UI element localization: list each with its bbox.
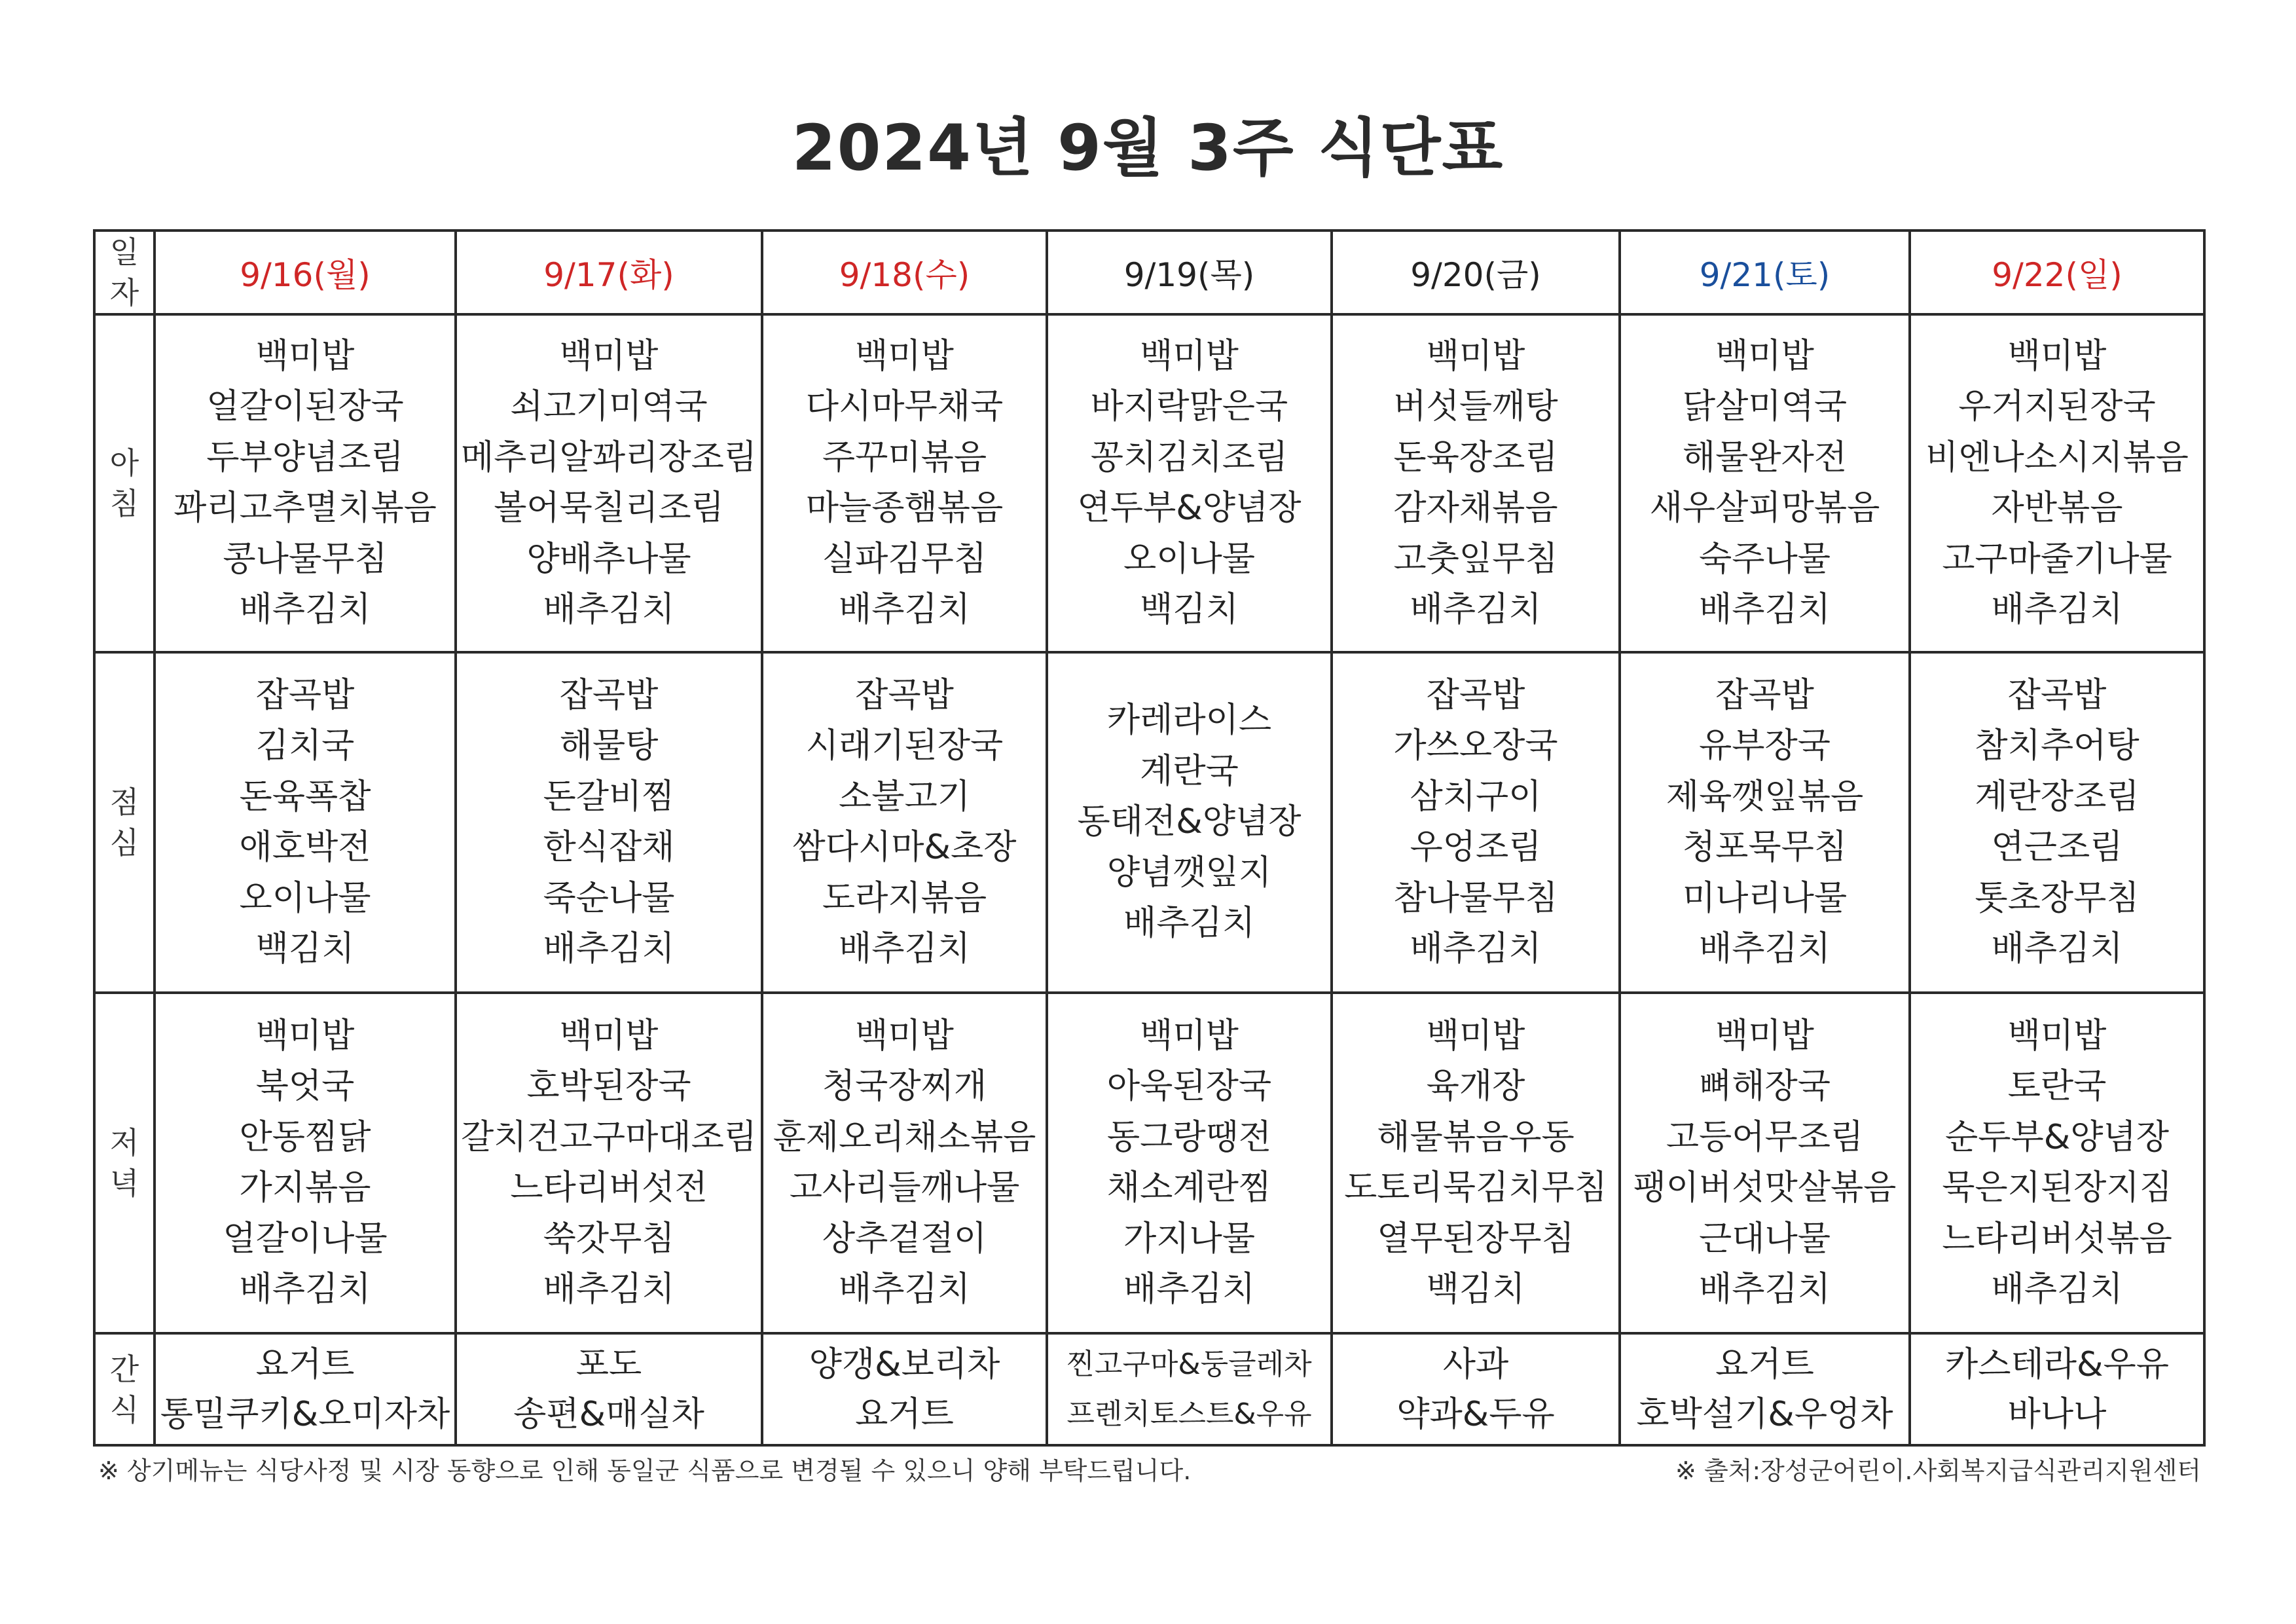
menu-item: 청국장찌개 (822, 1067, 987, 1107)
menu-item: 애호박전 (239, 828, 371, 868)
menu-item: 자반볶음 (1991, 489, 2123, 528)
menu-item: 배추김치 (1991, 929, 2123, 969)
menu-item: 유부장국 (1699, 726, 1831, 766)
menu-item: 소불고기 (839, 777, 970, 817)
menu-item: 김치국 (255, 726, 355, 766)
menu-item: 감자채볶음 (1393, 489, 1558, 528)
menu-item: 비엔나소시지볶음 (1925, 437, 2189, 477)
menu-cell-tue (456, 314, 762, 652)
menu-cell-sat (1620, 993, 1910, 1333)
menu-item: 실파김무침 (822, 539, 987, 579)
menu-item: 다시마무채국 (805, 387, 1004, 427)
menu-item: 배추김치 (839, 929, 970, 969)
menu-item: 배추김치 (1699, 590, 1831, 630)
menu-item: 백미밥 (255, 1016, 355, 1056)
menu-item: 동태전&양념장 (1077, 802, 1302, 842)
menu-item: 돈갈비찜 (543, 777, 675, 817)
menu-item: 백미밥 (855, 1016, 954, 1056)
menu-item: 숙주나물 (1699, 539, 1831, 579)
menu-item: 계란장조림 (1975, 777, 2140, 817)
menu-item: 톳초장무침 (1975, 878, 2140, 918)
menu-item: 배추김치 (1991, 590, 2123, 630)
dinner-row (94, 993, 2204, 1333)
menu-item: 약과&두유 (1396, 1394, 1555, 1434)
menu-cell-mon (155, 652, 456, 993)
menu-item: 잡곡밥 (2007, 675, 2107, 715)
menu-cell-sun (1910, 993, 2204, 1333)
menu-item: 배추김치 (1410, 929, 1542, 969)
menu-item: 토란국 (2007, 1067, 2107, 1107)
menu-item: 주꾸미볶음 (822, 437, 987, 477)
menu-item: 가쓰오장국 (1393, 726, 1558, 766)
menu-item: 채소계란찜 (1106, 1168, 1272, 1208)
menu-item: 호박설기&우엉차 (1636, 1394, 1893, 1434)
menu-item: 제육깻잎볶음 (1666, 777, 1864, 817)
menu-item: 마늘종햄볶음 (805, 489, 1004, 528)
menu-item: 팽이버섯맛살볶음 (1633, 1168, 1897, 1208)
lunch-label (94, 652, 155, 993)
menu-item: 백미밥 (559, 336, 659, 376)
menu-item: 배추김치 (839, 1270, 970, 1310)
menu-item: 바지락맑은국 (1090, 387, 1288, 427)
date-label-char: 일 (109, 234, 139, 270)
menu-item: 열무된장무침 (1377, 1219, 1575, 1259)
menu-item: 쑥갓무침 (543, 1219, 675, 1259)
menu-item: 연두부&양념장 (1077, 489, 1302, 528)
footnote-source: ※ 출처:장성군어린이.사회복지급식관리지원센터 (1675, 1456, 2201, 1485)
menu-item: 해물탕 (559, 726, 659, 766)
menu-item: 오이나물 (1123, 539, 1255, 579)
menu-item: 백미밥 (1140, 336, 1239, 376)
menu-item: 찐고구마&둥글레차 (1066, 1347, 1312, 1381)
menu-item: 묵은지된장지짐 (1942, 1168, 2172, 1208)
menu-item: 죽순나물 (543, 878, 675, 918)
menu-item: 해물완자전 (1682, 437, 1848, 477)
menu-item: 백미밥 (1715, 336, 1814, 376)
menu-cell-wed (762, 314, 1047, 652)
menu-item: 배추김치 (1123, 904, 1255, 944)
menu-cell-wed (762, 1333, 1047, 1445)
menu-item: 얼갈이나물 (223, 1219, 388, 1259)
menu-item: 상추겉절이 (822, 1219, 987, 1259)
meal-label-char: 녁 (109, 1166, 139, 1202)
menu-item: 백미밥 (1140, 1016, 1239, 1056)
menu-item: 배추김치 (543, 929, 675, 969)
menu-item: 쌈다시마&초장 (792, 828, 1017, 868)
menu-item: 배추김치 (839, 590, 970, 630)
menu-cell-fri (1332, 1333, 1620, 1445)
menu-cell-tue (456, 1333, 762, 1445)
date-label-char: 자 (109, 275, 139, 311)
page-title: 2024년 9월 3주 식단표 (792, 111, 1504, 185)
date-header-row (94, 231, 2204, 314)
menu-cell-sat (1620, 652, 1910, 993)
menu-item: 시래기된장국 (805, 726, 1004, 766)
menu-item: 우거지된장국 (1958, 387, 2156, 427)
menu-item: 우엉조림 (1410, 828, 1542, 868)
dinner-label (94, 993, 155, 1333)
menu-item: 요거트 (1715, 1344, 1814, 1384)
menu-item: 가지볶음 (239, 1168, 371, 1208)
menu-item: 배추김치 (1991, 1270, 2123, 1310)
snack-label (94, 1333, 155, 1445)
menu-item: 백미밥 (2007, 336, 2107, 376)
meal-plan-table (93, 229, 2206, 1447)
menu-item: 요거트 (255, 1344, 355, 1384)
menu-item: 얼갈이된장국 (206, 387, 404, 427)
menu-cell-mon (155, 1333, 456, 1445)
menu-item: 백미밥 (2007, 1016, 2107, 1056)
menu-item: 백김치 (1140, 590, 1239, 630)
menu-item: 백김치 (1426, 1270, 1525, 1310)
menu-cell-sat (1620, 1333, 1910, 1445)
menu-cell-thu (1047, 314, 1332, 652)
menu-item: 닭살미역국 (1682, 387, 1848, 427)
menu-item: 계란국 (1140, 751, 1239, 791)
menu-cell-sat (1620, 314, 1910, 652)
menu-item: 배추김치 (1699, 929, 1831, 969)
menu-item: 요거트 (855, 1394, 954, 1434)
menu-item: 카스테라&우유 (1945, 1344, 2169, 1384)
menu-cell-sun (1910, 1333, 2204, 1445)
menu-item: 호박된장국 (526, 1067, 691, 1107)
menu-cell-thu (1047, 1333, 1332, 1445)
menu-item: 고춧잎무침 (1393, 539, 1558, 579)
meal-label-char: 간 (109, 1351, 139, 1387)
menu-item: 꽁치김치조림 (1090, 437, 1288, 477)
menu-item: 배추김치 (1410, 590, 1542, 630)
menu-item: 연근조림 (1991, 828, 2123, 868)
menu-item: 백미밥 (1715, 1016, 1814, 1056)
menu-item: 백김치 (255, 929, 355, 969)
menu-item: 느타리버섯볶음 (1942, 1219, 2172, 1259)
day-header-tue: 9/17(화) (456, 231, 762, 314)
menu-cell-fri (1332, 652, 1620, 993)
menu-cell-tue (456, 652, 762, 993)
menu-item: 포도 (575, 1344, 642, 1384)
menu-item: 참나물무침 (1393, 878, 1558, 918)
menu-cell-sun (1910, 314, 2204, 652)
menu-item: 백미밥 (559, 1016, 659, 1056)
menu-item: 뼈해장국 (1699, 1067, 1831, 1107)
meal-label-char: 식 (109, 1392, 139, 1428)
menu-item: 미나리나물 (1682, 878, 1848, 918)
menu-item: 프렌치토스트&우유 (1066, 1397, 1312, 1431)
menu-item: 꽈리고추멸치볶음 (173, 489, 437, 528)
day-header-wed: 9/18(수) (762, 231, 1047, 314)
menu-cell-thu (1047, 652, 1332, 993)
menu-item: 양갱&보리차 (809, 1344, 1000, 1384)
menu-item: 두부양념조림 (206, 437, 404, 477)
menu-cell-tue (456, 993, 762, 1333)
menu-item: 고사리들깨나물 (789, 1168, 1020, 1208)
menu-item: 아욱된장국 (1106, 1067, 1272, 1107)
menu-item: 삼치구이 (1410, 777, 1542, 817)
menu-cell-mon (155, 314, 456, 652)
menu-item: 해물볶음우동 (1377, 1117, 1575, 1157)
menu-item: 도라지볶음 (822, 878, 987, 918)
menu-item: 북엇국 (255, 1067, 355, 1107)
menu-item: 잡곡밥 (559, 675, 659, 715)
day-header-mon: 9/16(월) (155, 231, 456, 314)
menu-item: 도토리묵김치무침 (1344, 1168, 1607, 1208)
menu-item: 쇠고기미역국 (510, 387, 708, 427)
menu-item: 안동찜닭 (239, 1117, 371, 1157)
menu-item: 배추김치 (239, 590, 371, 630)
menu-cell-fri (1332, 993, 1620, 1333)
menu-item: 양배추나물 (526, 539, 691, 579)
menu-item: 한식잡채 (543, 828, 675, 868)
breakfast-row (94, 314, 2204, 652)
menu-item: 배추김치 (543, 590, 675, 630)
menu-item: 잡곡밥 (1715, 675, 1814, 715)
day-header-sun: 9/22(일) (1910, 231, 2204, 314)
menu-item: 돈육폭찹 (239, 777, 371, 817)
menu-item: 순두부&양념장 (1945, 1117, 2169, 1157)
menu-item: 백미밥 (255, 336, 355, 376)
menu-cell-fri (1332, 314, 1620, 652)
meal-label-char: 침 (109, 486, 139, 522)
menu-item: 고구마줄기나물 (1942, 539, 2172, 579)
menu-item: 훈제오리채소볶음 (773, 1117, 1036, 1157)
menu-item: 느타리버섯전 (510, 1168, 708, 1208)
day-header-thu: 9/19(목) (1047, 231, 1332, 314)
snack-row (94, 1333, 2204, 1445)
menu-item: 백미밥 (1426, 1016, 1525, 1056)
menu-item: 배추김치 (1699, 1270, 1831, 1310)
footnote-menu-change: ※ 상기메뉴는 식당사정 및 시장 동향으로 인해 동일군 식품으로 변경될 수 있으니 양해 부탁드립니다. (98, 1456, 1192, 1485)
menu-item: 통밀쿠키&오미자차 (160, 1394, 450, 1434)
menu-item: 돈육장조림 (1393, 437, 1558, 477)
menu-item: 고등어무조림 (1666, 1117, 1864, 1157)
menu-item: 백미밥 (855, 336, 954, 376)
menu-item: 잡곡밥 (855, 675, 954, 715)
menu-cell-sun (1910, 652, 2204, 993)
menu-item: 배추김치 (239, 1270, 371, 1310)
menu-item: 콩나물무침 (223, 539, 388, 579)
menu-item: 동그랑땡전 (1106, 1117, 1272, 1157)
menu-item: 볼어묵칠리조림 (494, 489, 724, 528)
menu-item: 버섯들깨탕 (1393, 387, 1558, 427)
menu-item: 사과 (1442, 1344, 1509, 1384)
meal-label-char: 심 (109, 825, 139, 861)
day-header-fri: 9/20(금) (1332, 231, 1620, 314)
day-header-sat: 9/21(토) (1620, 231, 1910, 314)
menu-item: 바나나 (2007, 1394, 2107, 1434)
menu-item: 가지나물 (1123, 1219, 1255, 1259)
menu-cell-wed (762, 993, 1047, 1333)
meal-label-char: 아 (109, 445, 139, 481)
menu-item: 근대나물 (1699, 1219, 1831, 1259)
menu-item: 갈치건고구마대조림 (460, 1117, 757, 1157)
menu-item: 참치추어탕 (1975, 726, 2140, 766)
menu-item: 카레라이스 (1106, 701, 1272, 741)
menu-item: 배추김치 (1123, 1270, 1255, 1310)
date-row-label (94, 231, 155, 314)
menu-item: 메추리알꽈리장조림 (460, 437, 757, 477)
menu-cell-mon (155, 993, 456, 1333)
menu-item: 청포묵무침 (1682, 828, 1848, 868)
meal-label-char: 점 (109, 784, 139, 821)
menu-item: 양념깻잎지 (1106, 853, 1272, 893)
menu-item: 잡곡밥 (255, 675, 355, 715)
menu-item: 새우살피망볶음 (1649, 489, 1880, 528)
breakfast-label (94, 314, 155, 652)
menu-cell-thu (1047, 993, 1332, 1333)
meal-label-char: 저 (109, 1125, 139, 1161)
menu-item: 육개장 (1426, 1067, 1525, 1107)
menu-cell-wed (762, 652, 1047, 993)
menu-item: 송편&매실차 (513, 1394, 704, 1434)
menu-item: 배추김치 (543, 1270, 675, 1310)
menu-item: 백미밥 (1426, 336, 1525, 376)
menu-item: 잡곡밥 (1426, 675, 1525, 715)
lunch-row (94, 652, 2204, 993)
menu-item: 오이나물 (239, 878, 371, 918)
